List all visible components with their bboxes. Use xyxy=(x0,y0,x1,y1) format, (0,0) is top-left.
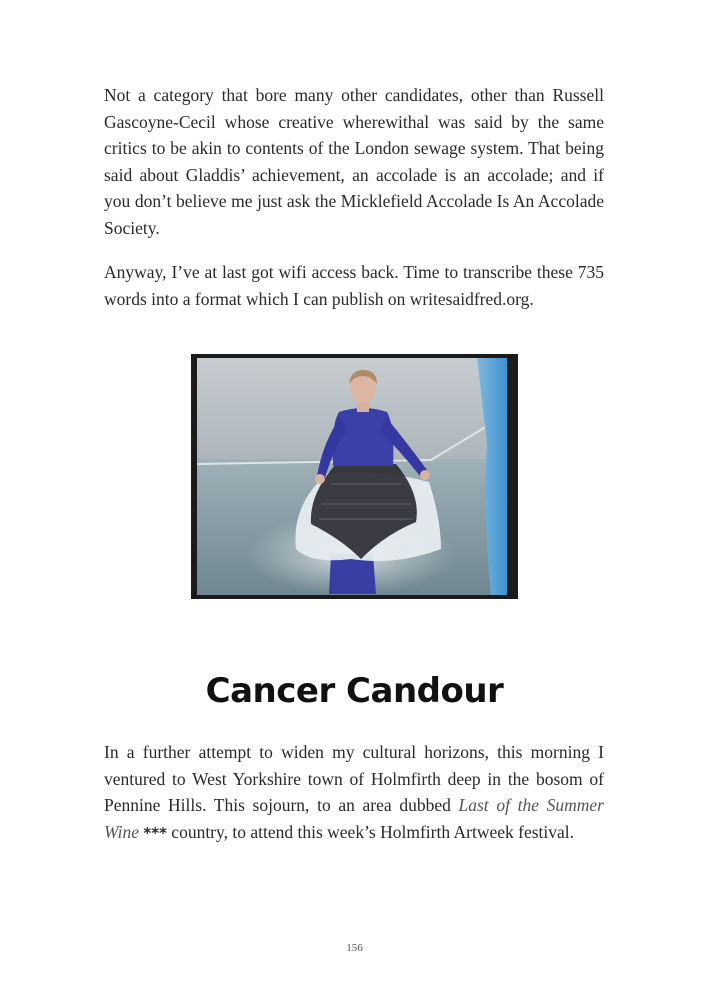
photo-woman-in-blue-dress xyxy=(191,354,518,599)
paragraph-text-start: In a further attempt to widen my cultural horizons, this morning I ventured to West Yorkshire town of Holmfirth deep in the bosom of Pennine Hills. This sojourn, to an area dubbed xyxy=(104,742,604,815)
page-number: 156 xyxy=(346,942,363,954)
paragraph-wifi: Anyway, I’ve at last got wifi access back. Time to transcribe these 735 words into a format which I can publish on writesaidfred.org. xyxy=(104,262,604,309)
photo-illustration xyxy=(191,354,518,599)
paragraph-text-end: country, to attend this week’s Holmfirth Artweek festival. xyxy=(166,821,575,842)
paragraph-holmfirth xyxy=(104,739,604,846)
italic-title: Last of the Summer Wine xyxy=(104,795,604,842)
section-heading: Cancer Candour xyxy=(205,671,504,711)
footnote-stars: *** xyxy=(143,823,167,842)
paragraph-accolade: Not a category that bore many other candidates, other than Russell Gascoyne-Cecil whose creative wherewithal was said by the same critics to be akin to contents of the London sewage system. That being said about Gladdis’ achievement, an accolade is an accolade; and if you don’t believe me just ask the Micklefield Accolade Is An Accolade Society. xyxy=(104,85,604,238)
